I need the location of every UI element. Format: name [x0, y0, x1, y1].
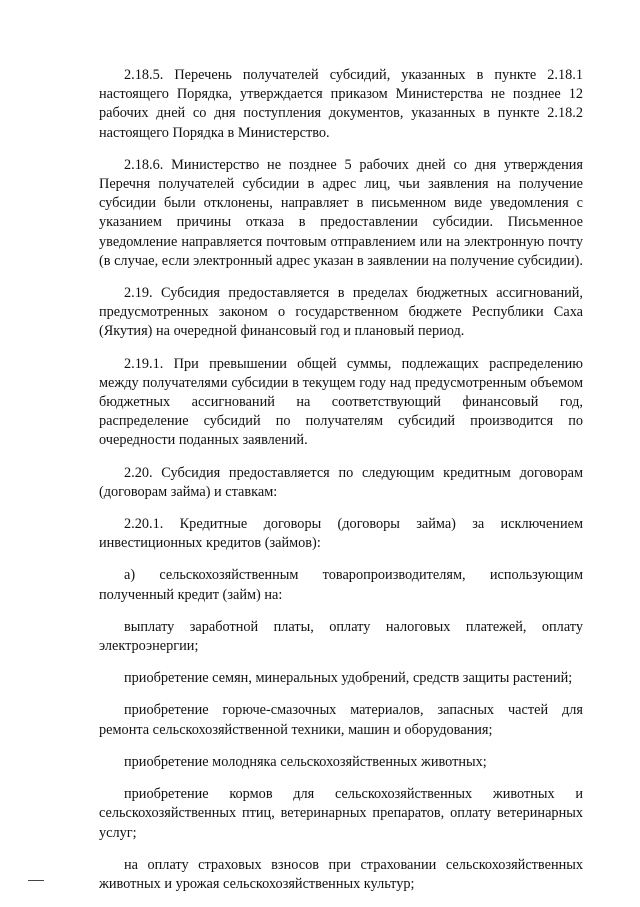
paragraph-2-20-1: 2.20.1. Кредитные договоры (договоры займа) за исключением инвестиционных кредитов (займов): — [99, 516, 583, 552]
paragraph-2-18-6: 2.18.6. Министерство не позднее 5 рабочих дней со дня утверждения Перечня получателей субсидии в адрес лиц, чьи заявления на получение субсидии были отклонены, направляет в письменном виде уведомления с указанием причины отказа в предоставлении субсидии. Письменное уведомление направляется почтовым отправлением или на электронную почту (в случае, если электронный адрес указан в заявлении на получение субсидии). — [99, 156, 583, 269]
paragraph-insurance: на оплату страховых взносов при страховании сельскохозяйственных животных и урожая сельскохозяйственных культур; — [99, 856, 583, 892]
paragraph-seeds: приобретение семян, минеральных удобрений, средств защиты растений; — [124, 670, 573, 687]
paragraph-2-20: 2.20. Субсидия предоставляется по следующим кредитным договорам (договорам займа) и ставкам: — [99, 464, 583, 500]
document-body — [99, 66, 583, 907]
paragraph-2-19: 2.19. Субсидия предоставляется в пределах бюджетных ассигнований, предусмотренных законом о государственном бюджете Республики Саха (Якутия) на очередной финансовый год и плановый период. — [99, 285, 583, 340]
paragraph-item-a: а) сельскохозяйственным товаропроизводителям, использующим полученный кредит (займ) на: — [99, 567, 583, 603]
paragraph-fuel: приобретение горюче-смазочных материалов, запасных частей для ремонта сельскохозяйственной техники, машин и оборудования; — [99, 702, 583, 738]
paragraph-salary: выплату заработной платы, оплату налоговых платежей, оплату электроэнергии; — [99, 618, 583, 655]
paragraph-2-19-1: 2.19.1. При превышении общей суммы, подлежащих распределению между получателями субсидии в текущем году над предусмотренным объемом бюджетных ассигнований на соответствующий финансовый год, распределение субсидий по получателям субсидий производится по очередности поданных заявлений. — [99, 355, 583, 449]
paragraph-feed: приобретение кормов для сельскохозяйственных животных и сельскохозяйственных птиц, ветеринарных препаратов, оплату ветеринарных услуг; — [99, 786, 583, 841]
paragraph-2-18-5: 2.18.5. Перечень получателей субсидий, указанных в пункте 2.18.1 настоящего Порядка, утверждается приказом Министерства не позднее 12 рабочих дней со дня поступления документов, указанных в пункте 2.18.2 настоящего Порядка в Министерство. — [99, 67, 583, 141]
paragraph-livestock: приобретение молодняка сельскохозяйственных животных; — [124, 753, 487, 770]
footer-divider — [28, 880, 44, 881]
